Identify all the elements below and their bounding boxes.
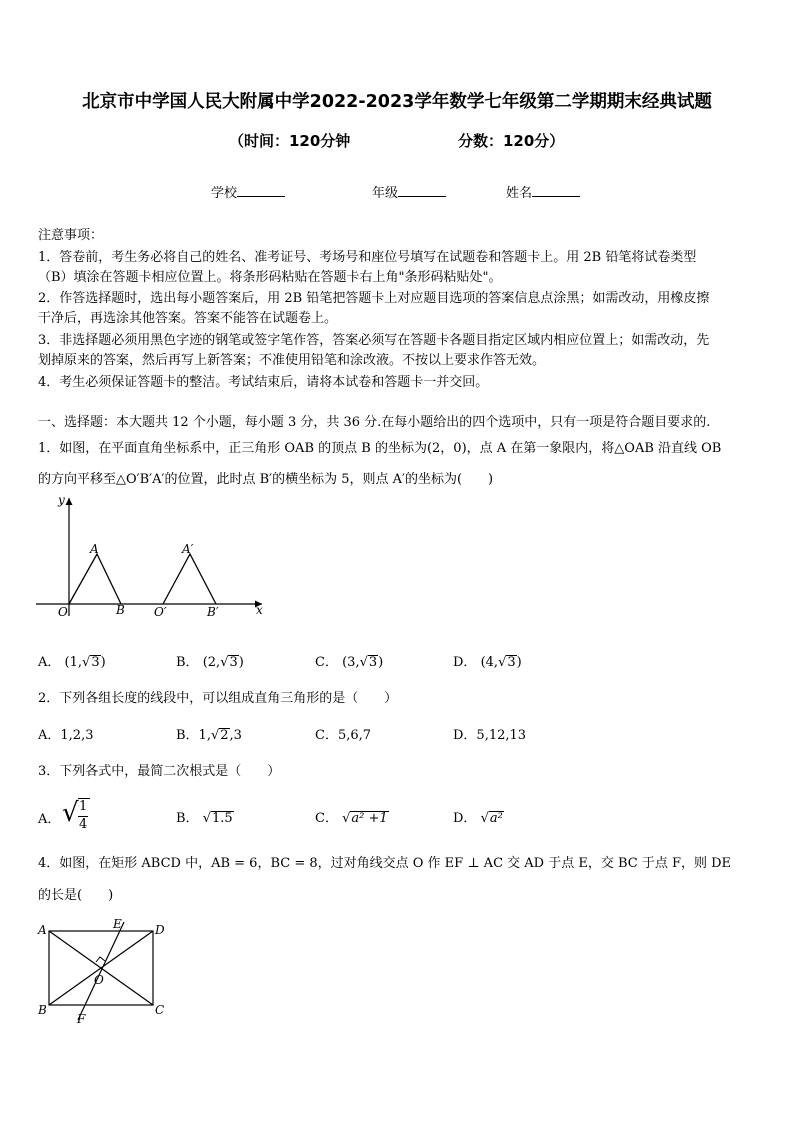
label-a: A [90,542,99,556]
label-a-prime: A′ [182,542,194,556]
page-title: 北京市中学国人民大附属中学2022-2023学年数学七年级第二学期期末经典试题 [82,92,712,112]
q3-stem: 3．下列各式中，最简二次根式是（ ） [38,764,281,779]
q2-stem: 2．下列各组长度的线段中，可以组成直角三角形的是（ ） [38,691,398,706]
note-line: 干净后，再选涂其他答案。答案不能答在试题卷上。 [38,311,338,326]
y-label: y [58,493,65,507]
q3-option-c[interactable]: C． √a² +1 [315,811,388,826]
label-b-prime: B′ [207,605,219,619]
q1-stem: 的方向平移至△O′B′A′的位置，此时点 B′的横坐标为 5，则点 A′的坐标为( ) [38,472,494,487]
label-f: F [77,1012,86,1026]
label-o: O [58,605,68,619]
note-line: 划掉原来的答案，然后再写上新答案；不准使用铅笔和涂改液。不按以上要求作答无效。 [38,353,546,368]
q1-option-c[interactable]: C． (3,√3) [315,655,384,670]
q1-stem: 1．如图，在平面直角坐标系中，正三角形 OAB 的顶点 B 的坐标为(2，0)，点 A 在第一象限内，将△OAB 沿直线 OB [38,441,722,456]
triangle-oab [69,554,121,604]
note-line: 1．答卷前，考生务必将自己的姓名、准考证号、考场号和座位号填写在试题卷和答题卡上。用 2B 铅笔将试卷类型 [38,250,697,265]
label-c: C [155,1003,165,1017]
name-field: 姓名 [506,182,580,201]
section-heading: 一、选择题：本大题共 12 个小题，每小题 3 分，共 36 分.在每小题给出的四个选项中，只有一项是符合题目要求的. [38,415,711,430]
grade-field: 年级 [372,182,446,201]
label-o-prime: O′ [154,605,167,619]
note-line: 3．非选择题必须用黑色字迹的钢笔或签字笔作答，答案必须写在答题卡各题目指定区域内相应位置上；如需改动，先 [38,333,710,348]
q1-option-a[interactable]: A． (1,√3) [38,655,106,670]
exam-time: （时间：120分钟 [229,132,351,150]
label-d: D [155,923,165,937]
q2-option-c[interactable]: C．5,6,7 [315,728,372,743]
school-field: 学校 [211,182,285,201]
q1-option-d[interactable]: D． (4,√3) [453,655,522,670]
q4-figure [34,916,174,1026]
q3-option-d[interactable]: D． √a² [453,811,503,826]
q1-figure [36,492,270,620]
q4-stem: 4．如图，在矩形 ABCD 中，AB = 6，BC = 8，过对角线交点 O 作 EF ⊥ AC 交 AD 于点 E，交 BC 于点 F，则 DE [38,856,732,871]
label-e: E [113,917,122,931]
q1-option-b[interactable]: B． (2,√3) [176,655,244,670]
triangle-o2a2b2 [163,554,216,604]
note-line: 2．作答选择题时，选出每小题答案后，用 2B 铅笔把答题卡上对应题目选项的答案信息点涂黑；如需改动，用橡皮擦 [38,291,710,306]
label-o: O [94,973,104,987]
label-a: A [38,923,47,937]
label-b: B [38,1003,47,1017]
exam-score: 分数：120分） [458,132,565,150]
label-b: B [116,603,125,617]
notes-heading: 注意事项： [38,228,104,243]
note-line: （B）填涂在答题卡相应位置上。将条形码粘贴在答题卡右上角"条形码粘贴处"。 [38,270,502,285]
q2-option-b[interactable]: B．1,√2,3 [176,728,242,743]
note-line: 4．考生必须保证答题卡的整洁。考试结束后，请将本试卷和答题卡一并交回。 [38,375,489,390]
q2-option-d[interactable]: D．5,12,13 [453,728,527,743]
q4-stem: 的长是( ) [38,888,114,903]
q3-option-b[interactable]: B． √1.5 [176,811,233,826]
q2-option-a[interactable]: A．1,2,3 [38,728,94,743]
right-angle-mark [96,957,105,962]
x-label: x [256,603,263,617]
